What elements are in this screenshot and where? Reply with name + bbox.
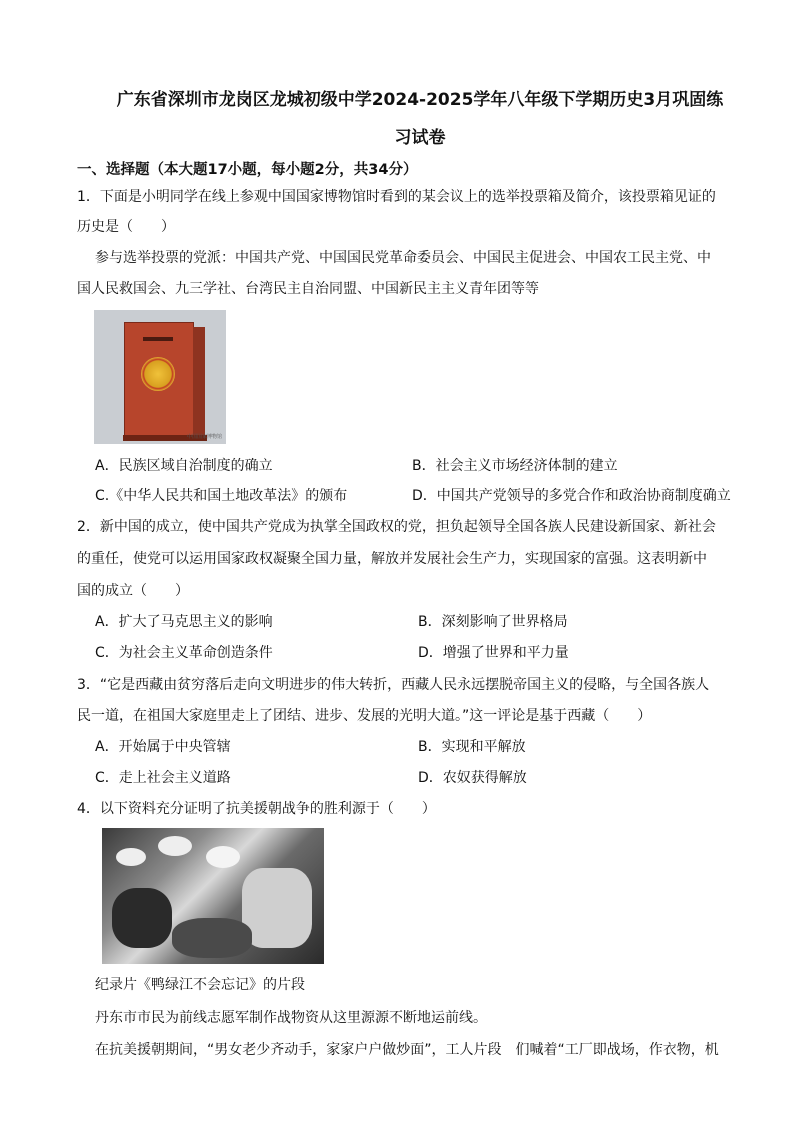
q1-stem-line1: 1．下面是小明同学在线上参观中国国家博物馆时看到的某会议上的选举投票箱及简介，该投票箱见证的 [77,189,716,205]
q1-option-a: A．民族区域自治制度的确立 [95,458,273,474]
q3-option-a: A．开始属于中央管辖 [95,739,231,755]
q2-option-d: D．增强了世界和平力量 [418,645,569,661]
q2-option-b: B．深刻影响了世界格局 [418,614,568,630]
q3-stem-line2: 民一道，在祖国大家庭里走上了团结、进步、发展的光明大道。”这一评论是基于西藏（ ） [77,708,652,724]
q3-option-d: D．农奴获得解放 [418,770,527,786]
q3-option-b: B．实现和平解放 [418,739,526,755]
national-emblem-icon [141,357,175,391]
q3-stem-line1: 3．“它是西藏由贫穷落后走向文明进步的伟大转折，西藏人民永远摆脱帝国主义的侵略，与全国各族人 [77,677,710,693]
q1-option-c: C.《中华人民共和国土地改革法》的颁布 [95,488,348,504]
q1-option-b: B．社会主义市场经济体制的建立 [412,458,618,474]
q4-stem-line1: 4．以下资料充分证明了抗美援朝战争的胜利源于（ ） [77,801,436,817]
q4-material-line1: 丹东市市民为前线志愿军制作战物资从这里源源不断地运前线。 [95,1010,487,1026]
q2-option-c: C．为社会主义革命创造条件 [95,645,273,661]
ballot-box-photo [94,310,226,444]
q2-stem-line1: 2．新中国的成立，使中国共产党成为执掌全国政权的党，担负起领导全国各族人民建设新国家、新社会 [77,519,716,535]
documentary-still-photo [102,828,324,964]
q1-stem-line2: 历史是（ ） [77,219,175,235]
q2-option-a: A．扩大了马克思主义的影响 [95,614,273,630]
q1-material-line1: 参与选举投票的党派：中国共产党、中国国民党革命委员会、中国民主促进会、中国农工民主党、中 [95,250,711,266]
exam-title-line1: 广东省深圳市龙岗区龙城初级中学2024-2025学年八年级下学期历史3月巩固练 [116,90,724,110]
q1-material-line2: 国人民救国会、九三学社、台湾民主自治同盟、中国新民主主义青年团等等 [77,281,539,297]
q2-stem-line2: 的重任，使党可以运用国家政权凝聚全国力量，解放并发展社会生产力，实现国家的富强。这表明新中 [77,551,707,567]
section-heading: 一、选择题（本大题17小题，每小题2分，共34分） [77,162,418,178]
q4-photo-caption: 纪录片《鸭绿江不会忘记》的片段 [95,977,305,993]
q3-option-c: C．走上社会主义道路 [95,770,231,786]
ballot-box [124,322,194,436]
q4-material-line2: 在抗美援朝期间，“男女老少齐动手，家家户户做炒面”，工人片段 们喊着“工厂即战场，作衣物，机 [95,1042,719,1058]
q2-stem-line3: 国的成立（ ） [77,583,189,599]
q1-option-d: D．中国共产党领导的多党合作和政治协商制度确立 [412,488,731,504]
exam-title-line2: 习试卷 [394,128,446,148]
photo-caption: 中国国家博物馆 [186,434,222,440]
